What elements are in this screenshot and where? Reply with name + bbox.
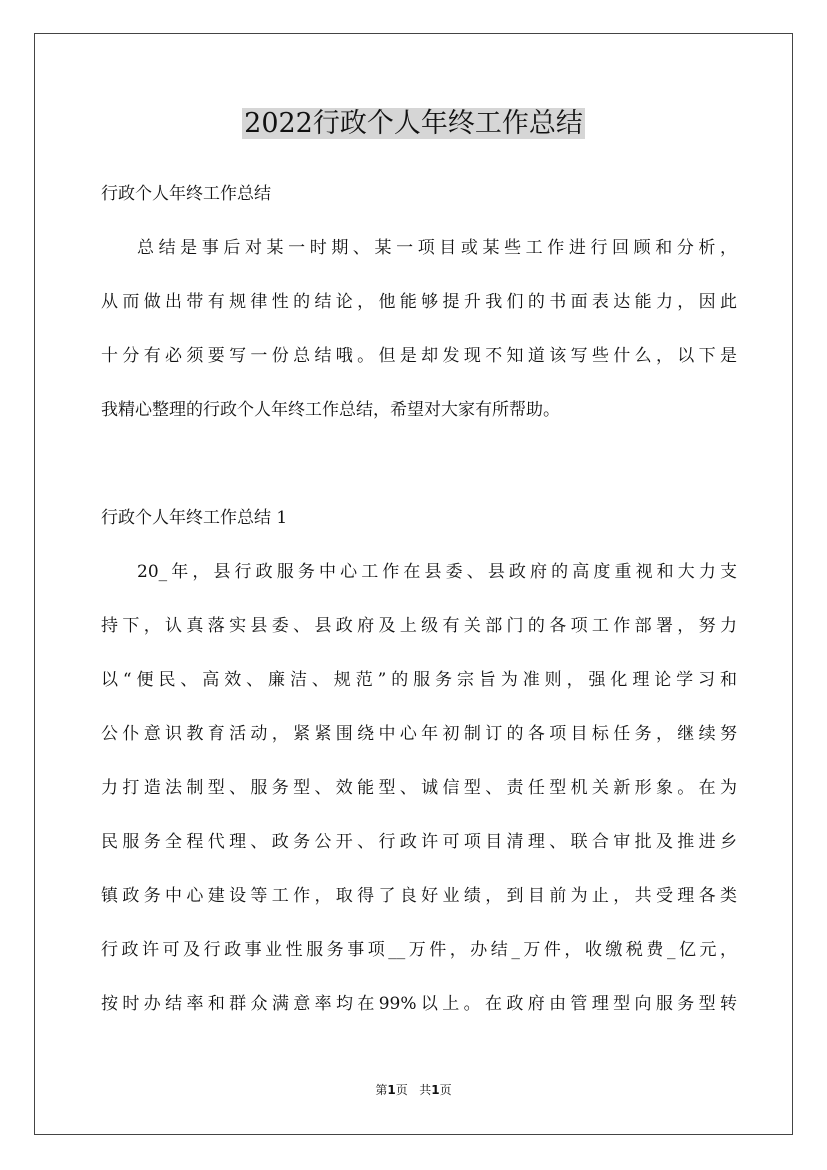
intro-line-1: 总结是事后对某一时期、某一项目或某些工作进行回顾和分析， [137,238,737,258]
intro-line-2: 从而做出带有规律性的结论，他能够提升我们的书面表达能力，因此 [101,292,737,312]
body-line-6: 民服务全程代理、政务公开、行政许可项目清理、联合审批及推进乡 [101,832,737,852]
body-line-8: 行政许可及行政事业性服务事项__万件，办结_万件，收缴税费_亿元， [101,940,737,960]
body-line-2: 持下，认真落实县委、县政府及上级有关部门的各项工作部署，努力 [101,616,737,636]
total-suffix: 页 [439,1083,452,1097]
page-number: 1 [387,1083,396,1097]
body-line-4: 公仆意识教育活动，紧紧围绕中心年初制订的各项目标任务，继续努 [101,724,737,744]
body-line-9: 按时办结率和群众满意率均在99%以上。在政府由管理型向服务型转 [101,994,737,1014]
total-pages: 1 [431,1083,440,1097]
intro-line-4: 我精心整理的行政个人年终工作总结，希望对大家有所帮助。 [101,400,560,420]
section-heading: 行政个人年终工作总结 1 [101,508,288,528]
body-line-1: 20_年，县行政服务中心工作在县委、县政府的高度重视和大力支 [137,562,737,582]
page-prefix: 第 [375,1083,388,1097]
document-title: 2022行政个人年终工作总结 [244,108,583,139]
page-footer [0,1082,827,1098]
body-line-5: 力打造法制型、服务型、效能型、诚信型、责任型机关新形象。在为 [101,778,737,798]
body-line-7: 镇政务中心建设等工作，取得了良好业绩，到目前为止，共受理各类 [101,886,737,906]
intro-line-3: 十分有必须要写一份总结哦。但是却发现不知道该写些什么，以下是 [101,346,737,366]
page-suffix: 页 [395,1083,408,1097]
document-subtitle: 行政个人年终工作总结 [101,184,271,204]
body-line-3: 以“便民、高效、廉洁、规范”的服务宗旨为准则，强化理论学习和 [101,670,737,690]
total-prefix: 共 [419,1083,432,1097]
